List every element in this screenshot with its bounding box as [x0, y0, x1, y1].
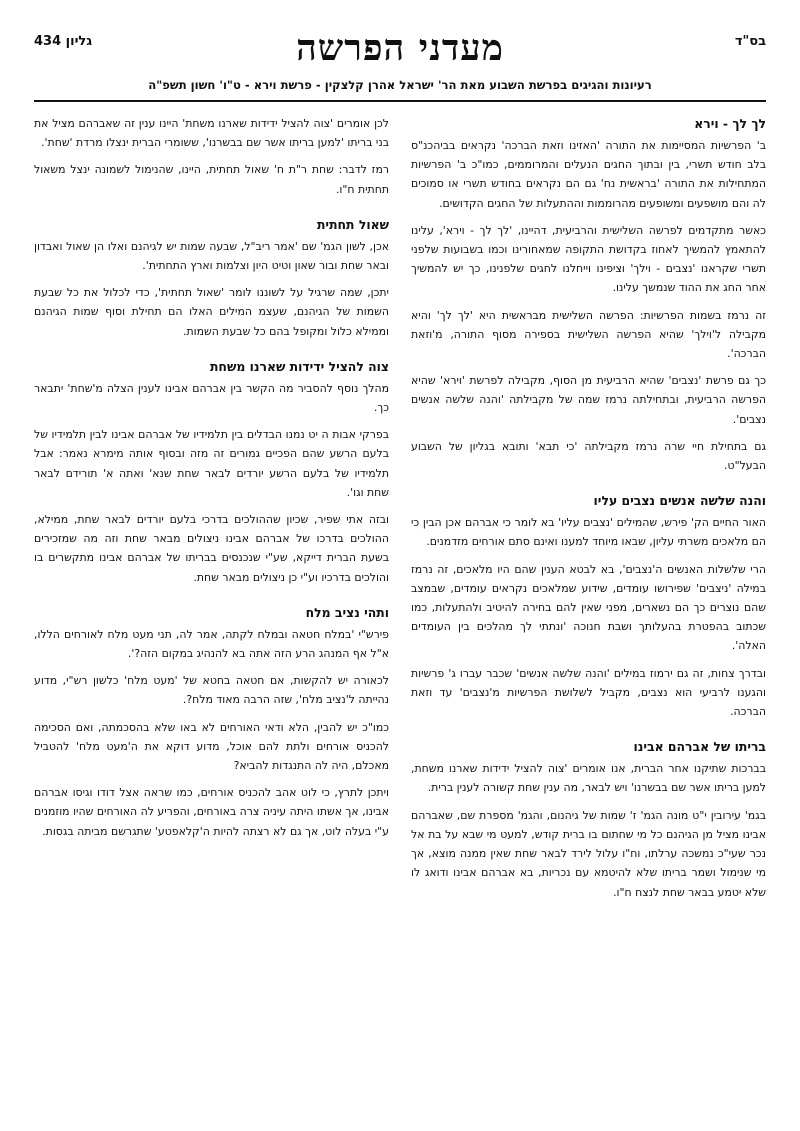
- paragraph: הרי שלשלות האנשים ה'נצבים', בא לבטא הענין שהם היו מלאכים, זה נרמז במילה 'ניצבים' שפירושו עומדים, שידוע שמלאכים נקראים עומדים, שבמצב שהם נוצרים כך הם נשארים, מפני שאין להם בחירה להיטיב ולהתעלות, כמו שכתוב בהפטרת בהעלותך ושבת חנוכה 'ונתתי לך מהלכים בין העומדים האלה'.: [411, 562, 766, 653]
- bsd-mark: בס"ד: [734, 34, 766, 49]
- section-heading: שאול תחתית: [316, 216, 389, 232]
- paragraph: בפרקי אבות ה יט נמנו הבדלים בין תלמידיו של אברהם אבינו לבין תלמידיו של בלעם הרשע שהם הפכיים גמורים זה מזה ובסוף אותה מימרא נאמר: אבל תלמידיו של בלעם הרשע יורדים לבאר שחת שנא' ואתה א' תורידם לבאר שחת וגו'.: [34, 428, 389, 499]
- section-sheol-tachtit: [34, 215, 389, 341]
- paragraph: כמו"כ יש להבין, הלא ודאי האורחים לא באו שלא בהסכמתה, ואם הסכימה להכניס אורחים ולתת להם אוכל, מדוע דוקא את ה'מעט מלח' להטביל מאכלם, היה לה התנגדות להביא?: [34, 720, 389, 773]
- paragraph: גם בתחילת חיי שרה נרמז מקבילתה 'כי תבא' ותובא בגליון של השבוע הבעל"ט.: [411, 439, 766, 473]
- paragraph: ויתכן לתרץ, כי לוט אהב להכניס אורחים, כמו שראה אצל דודו וגיסו אברהם אבינו, אך אשתו היתה עיניה צרה באורחים, והפריע לה האורחים שהיו מוזמנים ע"י בעלה לוט, אך גם לא רצתה להיות ה'קלאפטע' שתגרשם מביתה בגסות.: [34, 786, 389, 838]
- section-covenant: [411, 737, 766, 901]
- header-divider: [34, 100, 766, 102]
- paragraph: זה נרמז בשמות הפרשיות: הפרשה השלישית מבראשית היא 'לך לך' והיא מקבילה ל'וילך' שהיא הפרשה השלישית בספירה מסוף התורה, מ'וזאת הברכה'.: [411, 308, 766, 361]
- left-column: [34, 114, 389, 910]
- newsletter-title: מעדני הפרשה: [296, 27, 504, 69]
- section-tzave-lehatzil: [34, 357, 389, 587]
- paragraph: ובדרך צחות, זה גם ירמוז במילים 'והנה שלשה אנשים' שכבר עברו ג' פרשיות והגענו לרביעי הוא נצבים, מקביל לשלושת הפרשיות מ'נצבים' עד וזאת הברכה.: [411, 666, 766, 719]
- paragraph: מהלך נוסף להסביר מה הקשר בין אברהם אבינו לענין הצלה מ'שחת' יתבאר כך.: [34, 381, 389, 415]
- paragraph: יתכן, שמה שרגיל על לשוננו לומר 'שאול תחתית', כדי לכלול את כל שבעת השמות של הגיהנם, שעצמ המילים האלו הם תחילת וסוף שמות הגיהנם וממילא כלול ומקופל בהם כל שבעת השמות.: [34, 286, 389, 338]
- paragraph: ובזה אתי שפיר, שכיון שההולכים בדרכי בלעם יורדים לבאר שחת, ממילא, ההולכים בדרכו של אברהם אבינו ניצולים מבאר שחת וזה מה שמזכירים בשעת הברית דייקא, שע"י שנכנסים בבריתו של אברהם אבינו מתקשרים בו והולכים בדרכיו וע"י כן ניצולים מבאר שחת.: [34, 513, 389, 584]
- section-pillar-of-salt: [34, 603, 389, 841]
- paragraph: לכאורה יש להקשות, אם חטאה בחטא של 'מעט מלח' כלשון רש"י, מדוע נהייתה ל'נציב מלח', שזה הרבה מאוד מלח?.: [34, 674, 389, 707]
- paragraph: אכן, לשון הגמ' שם 'אמר ריב"ל, שבעה שמות יש לגיהנם ואלו הן שאול ואבדון ובאר שחת ובור שאון וטיט היון וצלמות וארץ התחתית'.: [34, 239, 389, 273]
- newsletter-subtitle: רעיונות והגיגים בפרשת השבוע מאת הר' ישראל אהרן קלצקין - פרשת וירא - ט"ו' חשון תשפ"ה: [148, 78, 652, 92]
- paragraph: כאשר מתקדמים לפרשה השלישית והרביעית, דהיינו, 'לך לך - וירא', עלינו להתאמץ להמשיך לאחוז בקדושת התקופה שמאחורינו וכמו בשבועות שלפני תשרי שקראנו 'נצבים - וילך' וציפינו וייחלנו לחגים שלפנינו, כך יש להמשיך אחר החג את ההוד שנמשך עלינו.: [411, 223, 766, 295]
- section-three-men: [411, 491, 766, 721]
- paragraph: ב' הפרשיות המסיימות את התורה 'האזינו וזאת הברכה' נקראים בביהכנ"ס בלב חודש תשרי, בין ובתוך החגים הנעלים והמרוממים, כמו"כ ב' הפרשיות המתחילות את התורה 'בראשית נח' גם הם נקראים בחודש תשרי או סמוכים לה והם מושפעים ומשופעים מהרוממות וההתעלות של החגים הקדושים.: [411, 139, 766, 210]
- issue-number: גליון 434: [34, 34, 93, 49]
- article-columns: [34, 114, 766, 910]
- right-column: [411, 114, 766, 910]
- section-heading: צוה להציל ידידות שארנו משחת: [209, 358, 389, 374]
- section-heading: לך לך - וירא: [694, 116, 766, 131]
- paragraph: פירש"י 'במלח חטאה ובמלח לקתה, אמר לה, תני מעט מלח לאורחים הללו, א"ל אף המנהג הרע הזה אתה בא להנהיג במקום הזה?'.: [34, 627, 389, 661]
- section-continuation: [34, 114, 389, 199]
- paragraph: רמז לדבר: שחת ר"ת ח' שאול תחתית, היינו, שהנימול לשמונה ינצל משאול תחתית ח"ו.: [34, 163, 389, 196]
- section-heading: והנה שלשה אנשים נצבים עליו: [593, 493, 766, 509]
- masthead: [34, 28, 766, 72]
- paragraph: כך גם פרשת 'נצבים' שהיא הרביעית מן הסוף, מקבילה לפרשת 'וירא' שהיא הפרשה הרביעית, ובתחילתה נרמז שמה של מקבילתה 'והנה שלשה אנשים נצבים'.: [411, 374, 766, 426]
- section-lech-lecha-vayera: [411, 114, 766, 475]
- paragraph: האור החיים הק' פירש, שהמילים 'נצבים עליו' בא לומר כי אברהם אכן הבין כי הם מלאכים משרתי עליון, שבאו מיוחד למענו ואינם סתם אורחים מזדמנים.: [411, 516, 766, 549]
- paragraph: בברכות שתיקנו אחר הברית, אנו אומרים 'צוה להציל ידידות שארנו משחת, למען בריתו אשר שם בבשרנו' ויש לבאר, מה ענין שחת קשורה לענין ברית.: [411, 762, 766, 795]
- section-heading: בריתו של אברהם אבינו: [633, 739, 766, 755]
- section-heading: ותהי נציב מלח: [305, 604, 389, 620]
- paragraph: בגמ' עירובין י"ט מונה הגמ' ז' שמות של גיהנום, והגמ' מספרת שם, שאברהם אבינו מציל מן הגיהנם כל מי שחתום בו ברית קודש, למעט מי שבא על בת אל נכר שעי"כ נמשכה ערלתו, וח"ו עלול לירד לבאר שחת שאין ממנה מוצא, אך מי שנימול ושמר בריתו שלא להיטמא עם נכריות, בא אברהם אבינו ודואג לו שלא יטמע בבאר שחת לנצח ח"ו.: [411, 808, 766, 899]
- paragraph: לכן אומרים 'צוה להציל ידידות שארנו משחת' היינו ענין זה שאברהם מציל את בני בריתו 'למען בריתו אשר שם בבשרנו', ששומרי הברית ינצלו מרדת 'שחת'.: [34, 117, 389, 150]
